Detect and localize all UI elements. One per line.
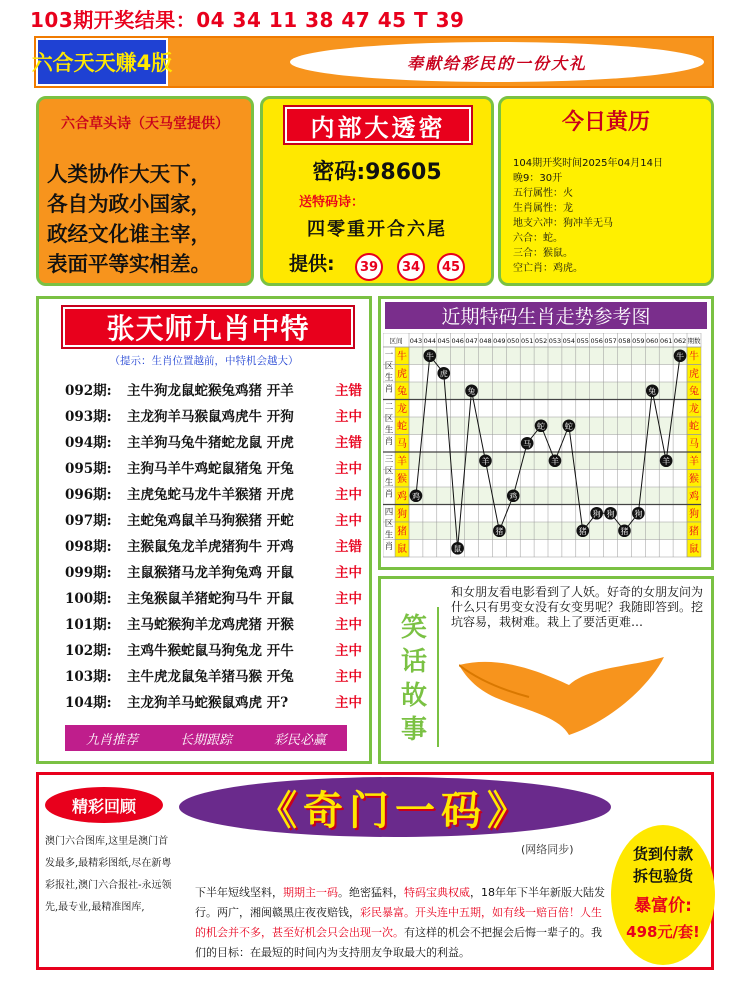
point-label: 牛 (425, 352, 434, 362)
row-label: 鼠 (397, 544, 407, 555)
price-line: 拆包验货 (632, 867, 693, 885)
record-status: 主中 (335, 617, 362, 633)
version-badge: 六合天天赚4版 (36, 38, 168, 86)
record-status: 主中 (335, 695, 362, 711)
period-label: 044 (423, 337, 437, 345)
period-label: 048 (479, 337, 492, 345)
record-main: 主兔猴鼠羊猪蛇狗马牛 开鼠 (127, 591, 294, 607)
period-label: 046 (451, 337, 464, 345)
qimen-title: 《奇门一码》 (257, 787, 533, 834)
zone-label: 三 (384, 455, 394, 465)
price-circle (611, 825, 715, 965)
record-row (65, 535, 362, 561)
zone-label: 一 (384, 350, 394, 360)
point-label: 狗 (634, 509, 643, 519)
joke-text: 和女朋友看电影看到了人妖。好奇的女朋友问为什么只有男变女没有女变男呢？我随即答到。挖坑容易，栽树难。栽上了要活更难… (451, 585, 704, 629)
record-status: 主错 (335, 383, 362, 399)
record-status: 主错 (335, 435, 362, 451)
period-label: 059 (632, 337, 645, 345)
zone-label: 生 (384, 373, 394, 383)
price-line: 货到付款 (632, 845, 693, 863)
zone-label: 肖 (384, 542, 394, 552)
bottom-panel (36, 772, 714, 970)
record-main: 主鼠猴猪马龙羊狗兔鸡 开鼠 (127, 565, 294, 581)
point-label: 狗 (606, 509, 615, 519)
period-label: 060 (646, 337, 659, 345)
poem-line: 各自为政小国家， (47, 192, 211, 216)
point-label: 牛 (676, 352, 685, 362)
record-main: 主鸡牛猴蛇鼠马狗兔龙 开牛 (127, 643, 294, 659)
secret-password: 密码:98605 (312, 160, 442, 185)
zone-label: 肖 (384, 384, 394, 395)
joke-label-char: 故 (401, 681, 428, 711)
number-ball: 34 (397, 253, 425, 281)
record-main: 主龙狗羊马蛇猴鼠鸡虎 开? (127, 695, 289, 711)
row-label: 羊 (397, 456, 407, 468)
record-main: 主马蛇猴狗羊龙鸡虎猪 开猴 (127, 617, 294, 633)
row-label: 猪 (397, 526, 407, 538)
record-main: 主龙狗羊马猴鼠鸡虎牛 开狗 (127, 409, 294, 425)
row-label: 鼠 (689, 544, 699, 555)
record-status: 主中 (335, 409, 362, 425)
period-label: 050 (507, 337, 520, 345)
record-row (65, 561, 362, 587)
body-segment: 特码宝典权威 (404, 886, 470, 899)
almanac-line: 空亡肖：鸡虎。 (513, 263, 583, 274)
row-label: 蛇 (397, 421, 407, 433)
almanac-line: 生肖属性：龙 (513, 203, 573, 214)
period-label: 062 (673, 337, 687, 345)
point-label: 猪 (620, 527, 629, 537)
joke-label-char: 话 (401, 647, 428, 677)
poem-line: 表面平等实相差。 (47, 252, 211, 276)
nine-zodiac-panel (36, 296, 372, 764)
qimen-banner (179, 777, 611, 837)
record-period: 094期: (65, 435, 112, 451)
point-label: 鼠 (453, 544, 462, 554)
point-label: 蛇 (564, 422, 573, 432)
period-label: 045 (437, 337, 450, 345)
point-label: 羊 (481, 457, 490, 467)
footer-phrase: 长期跟踪 (179, 732, 232, 748)
row-label: 鸡 (397, 491, 407, 503)
secret-panel (260, 96, 494, 286)
almanac-line: 六合：蛇。 (513, 233, 563, 244)
period-label: 061 (659, 337, 673, 345)
row-label: 兔 (397, 386, 407, 398)
row-label: 龙 (397, 404, 407, 415)
almanac-line: 地支六冲：狗冲羊无马 (513, 218, 613, 229)
row-label: 猪 (689, 526, 699, 538)
body-segment: 彩民暴富。开头连中五期，如有线一赔百倍！人生的机会并不多，甚至好机会只会出现一次。 (195, 906, 602, 939)
point-label: 羊 (662, 457, 671, 467)
point-label: 狗 (592, 509, 601, 519)
record-main: 主牛虎龙鼠兔羊猪马猴 开兔 (127, 669, 294, 685)
record-period: 102期: (65, 643, 112, 659)
row-label: 马 (689, 439, 699, 450)
poem-panel (36, 96, 254, 286)
record-row (65, 483, 362, 509)
almanac-line: 104期开奖时间2025年04月14日 (513, 158, 663, 169)
last-draw-result: 103期开奖结果：04 34 11 38 47 45 T 39 (30, 8, 465, 32)
record-main: 主猴鼠兔龙羊虎猪狗牛 开鸡 (127, 539, 294, 555)
zone-label: 区 (384, 466, 394, 477)
zone-label: 生 (384, 425, 394, 436)
record-status: 主中 (335, 461, 362, 477)
header-label: 期数 (687, 337, 701, 345)
point-label: 马 (523, 439, 532, 449)
record-period: 099期: (65, 565, 112, 581)
row-label: 虎 (689, 369, 699, 380)
trend-chart (383, 333, 711, 567)
row-label: 马 (397, 439, 407, 450)
record-status: 主中 (335, 669, 362, 685)
record-period: 097期: (65, 513, 112, 529)
point-label: 鸡 (509, 492, 518, 502)
row-label: 鸡 (689, 491, 699, 503)
almanac-line: 五行属性：火 (513, 188, 573, 199)
zone-label: 区 (384, 414, 394, 424)
review-badge: 精彩回顾 (45, 787, 163, 823)
record-row (65, 587, 362, 613)
qimen-body (195, 883, 605, 963)
point-label: 虎 (439, 369, 448, 379)
record-main: 主牛狗龙鼠蛇猴兔鸡猪 开羊 (127, 383, 294, 399)
row-label: 猴 (397, 474, 407, 485)
record-row (65, 431, 362, 457)
row-label: 虎 (397, 369, 407, 380)
provide-label: 提供: (289, 253, 335, 275)
record-row (65, 691, 362, 717)
point-label: 鸡 (411, 492, 420, 502)
footer-phrase: 彩民必赢 (273, 732, 326, 748)
period-label: 052 (534, 337, 548, 345)
price-line: 498元/套! (626, 923, 700, 941)
joke-label-char: 事 (401, 715, 428, 745)
record-row (65, 613, 362, 639)
record-period: 098期: (65, 539, 112, 555)
record-period: 095期: (65, 461, 112, 477)
body-segment: 下半年短线坚料， (195, 886, 283, 899)
send-poem: 四零重开合六尾 (307, 219, 447, 240)
joke-divider (437, 607, 439, 747)
point-label: 蛇 (537, 422, 546, 432)
period-label: 057 (604, 337, 617, 345)
record-status: 主中 (335, 487, 362, 503)
period-label: 043 (409, 337, 423, 345)
record-status: 主中 (335, 643, 362, 659)
poem-line: 政经文化谁主宰， (47, 222, 211, 246)
row-label: 狗 (397, 509, 407, 520)
period-label: 056 (590, 337, 603, 345)
record-period: 093期: (65, 409, 112, 425)
point-label: 兔 (467, 387, 476, 397)
period-label: 053 (548, 337, 562, 345)
slogan: 奉献给彩民的一份大礼 (290, 42, 704, 82)
period-label: 047 (465, 337, 478, 345)
record-row (65, 665, 362, 691)
row-label: 龙 (689, 404, 699, 415)
period-label: 051 (520, 337, 534, 345)
orange-decoration (459, 627, 669, 737)
row-label: 兔 (689, 386, 699, 398)
zone-label: 四 (384, 507, 394, 518)
point-label: 羊 (550, 457, 559, 467)
sync-label: (网络同步) (521, 843, 574, 856)
record-status: 主错 (335, 539, 362, 555)
row-label: 牛 (397, 351, 407, 363)
poem-title: 六合草头诗（天马堂提供） (61, 116, 229, 132)
record-main: 主狗马羊牛鸡蛇鼠猪兔 开兔 (127, 461, 294, 477)
joke-label-char: 笑 (401, 613, 428, 643)
poem-line: 人类协作大天下， (47, 162, 211, 186)
record-period: 092期: (65, 383, 112, 399)
record-period: 101期: (65, 617, 112, 633)
joke-panel (378, 576, 714, 764)
row-label: 牛 (689, 351, 699, 363)
record-period: 104期: (65, 695, 112, 711)
price-line: 暴富价: (634, 896, 692, 916)
zone-label: 肖 (384, 437, 394, 447)
row-label: 羊 (689, 456, 699, 468)
footer-phrase: 九肖推荐 (85, 732, 138, 748)
period-label: 054 (562, 337, 576, 345)
point-label: 猪 (495, 527, 504, 537)
header-label: 区间 (389, 337, 403, 345)
record-period: 103期: (65, 669, 112, 685)
record-row (65, 405, 362, 431)
trend-panel (378, 296, 714, 570)
body-segment: 有这样的机会不把握会后悔一辈子的。我们的目标：在最短的时间内为支持朋友争取最大的利益。 (195, 926, 602, 959)
period-label: 055 (576, 337, 589, 345)
record-period: 096期: (65, 487, 112, 503)
trend-title: 近期特码生肖走势参考图 (385, 302, 707, 329)
almanac-panel (498, 96, 714, 286)
almanac-line: 晚9：30开 (513, 173, 563, 184)
point-label: 猪 (578, 527, 587, 537)
record-main: 主蛇兔鸡鼠羊马狗猴猪 开蛇 (127, 513, 294, 529)
body-segment: ，18年年下半年新版大陆发行。两广，湘闽赣黑庄夜夜赔钱， (195, 886, 605, 919)
record-row (65, 509, 362, 535)
zone-label: 区 (384, 361, 394, 372)
almanac-title: 今日黄历 (561, 109, 650, 135)
secret-title: 内部大透密 (285, 107, 471, 143)
record-status: 主中 (335, 565, 362, 581)
body-segment: 。绝密猛料， (338, 886, 404, 899)
nine-zodiac-title: 张天师九肖中特 (63, 307, 353, 347)
body-segment: 期期主一码 (283, 886, 338, 899)
row-label: 蛇 (689, 421, 699, 433)
point-label: 兔 (648, 387, 657, 397)
record-row (65, 379, 362, 405)
record-status: 主中 (335, 513, 362, 529)
zone-label: 二 (384, 402, 394, 413)
row-label: 猴 (689, 474, 699, 485)
record-period: 100期: (65, 591, 112, 607)
row-label: 狗 (689, 509, 699, 520)
zone-label: 生 (384, 478, 394, 488)
period-label: 049 (493, 337, 506, 345)
record-status: 主中 (335, 591, 362, 607)
nine-zodiac-footer (65, 725, 347, 751)
record-main: 主虎兔蛇马龙牛羊猴猪 开虎 (127, 487, 294, 503)
nine-zodiac-hint: （提示：生肖位置越前，中特机会越大） (109, 355, 299, 367)
send-poem-label: 送特码诗： (299, 195, 365, 210)
record-main: 主羊狗马兔牛猪蛇龙鼠 开虎 (127, 435, 294, 451)
almanac-line: 三合：猴鼠。 (513, 248, 573, 259)
zone-label: 生 (384, 530, 394, 541)
review-text: 澳门六合图库,这里是澳门首发最多,最精彩图纸,尽在新粤彩报社,澳门六合报社-永远领先,最专业,最精准图库, (45, 836, 172, 913)
record-row (65, 639, 362, 665)
period-label: 058 (618, 337, 631, 345)
number-ball: 39 (355, 253, 383, 281)
zone-label: 肖 (384, 489, 394, 500)
record-row (65, 457, 362, 483)
zone-label: 区 (384, 519, 394, 529)
number-ball: 45 (437, 253, 465, 281)
